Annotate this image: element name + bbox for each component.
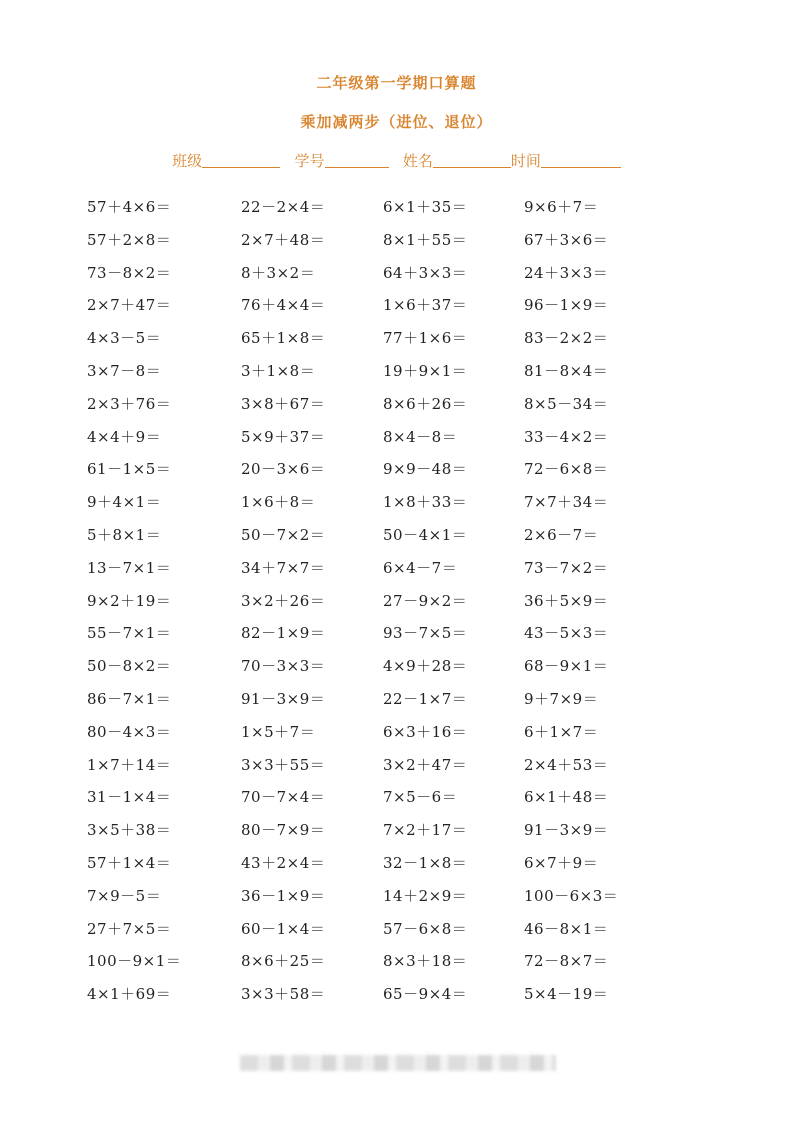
- problem-item: 3×5＋38＝: [87, 821, 172, 840]
- page-title: 二年级第一学期口算题: [316, 74, 477, 92]
- problem-item: 1×8＋33＝: [383, 493, 468, 512]
- problem-item: 8＋3×2＝: [241, 263, 316, 282]
- problem-item: 6×1＋48＝: [524, 788, 609, 807]
- name-blank[interactable]: [433, 153, 511, 168]
- problem-item: 57－6×8＝: [383, 919, 468, 938]
- problem-item: 80－7×9＝: [241, 821, 326, 840]
- problem-item: 72－6×8＝: [524, 460, 609, 479]
- problem-item: 33－4×2＝: [524, 427, 609, 446]
- problem-item: 4×4＋9＝: [87, 427, 162, 446]
- problem-item: 24＋3×3＝: [524, 263, 609, 282]
- name-label: 姓名: [402, 152, 433, 170]
- problem-item: 3×3＋55＝: [241, 755, 326, 774]
- problem-item: 27＋7×5＝: [87, 919, 172, 938]
- problem-item: 91－3×9＝: [524, 821, 609, 840]
- problem-item: 2×4＋53＝: [524, 755, 609, 774]
- problem-item: 43＋2×4＝: [241, 853, 326, 872]
- problem-item: 6×7＋9＝: [524, 853, 599, 872]
- problem-item: 57＋1×4＝: [87, 853, 172, 872]
- problem-item: 31－1×4＝: [87, 788, 172, 807]
- problem-item: 9×6＋7＝: [524, 198, 599, 216]
- problem-item: 7×9－5＝: [87, 886, 162, 905]
- problem-item: 4×1＋69＝: [87, 985, 172, 1004]
- problem-item: 1×7＋14＝: [87, 755, 172, 774]
- problem-item: 55－7×1＝: [87, 624, 172, 643]
- problem-item: 64＋3×3＝: [383, 263, 468, 282]
- problem-item: 4×9＋28＝: [383, 657, 468, 676]
- student-number-label: 学号: [294, 152, 325, 170]
- problem-item: 70－7×4＝: [241, 788, 326, 807]
- problem-item: 22－1×7＝: [383, 689, 468, 708]
- problem-item: 61－1×5＝: [87, 460, 172, 479]
- problem-item: 1×6＋37＝: [383, 296, 468, 315]
- problem-item: 9×2＋19＝: [87, 591, 172, 610]
- problem-item: 82－1×9＝: [241, 624, 326, 643]
- problem-item: 34＋7×7＝: [241, 558, 326, 577]
- problem-item: 3×3＋58＝: [241, 985, 326, 1004]
- problem-item: 3×8＋67＝: [241, 394, 326, 413]
- problem-item: 9×9－48＝: [383, 460, 468, 479]
- problem-item: 77＋1×6＝: [383, 329, 468, 348]
- problem-item: 6×3＋16＝: [383, 722, 468, 741]
- problem-item: 7×7＋34＝: [524, 493, 609, 512]
- problem-item: 6×4－7＝: [383, 558, 458, 577]
- problem-item: 6＋1×7＝: [524, 722, 599, 741]
- problem-item: 8×6＋26＝: [383, 394, 468, 413]
- problem-item: 9＋4×1＝: [87, 493, 162, 512]
- problem-grid: [87, 196, 654, 1016]
- problem-item: 65－9×4＝: [383, 985, 468, 1004]
- problem-item: 67＋3×6＝: [524, 230, 609, 249]
- problem-item: 8×3＋18＝: [383, 952, 468, 971]
- problem-item: 8×6＋25＝: [241, 952, 326, 971]
- blurred-footer: [240, 1055, 556, 1071]
- problem-item: 68－9×1＝: [524, 657, 609, 676]
- problem-item: 13－7×1＝: [87, 558, 172, 577]
- problem-item: 43－5×3＝: [524, 624, 609, 643]
- problem-item: 5×4－19＝: [524, 985, 609, 1004]
- problem-item: 7×2＋17＝: [383, 821, 468, 840]
- problem-item: 60－1×4＝: [241, 919, 326, 938]
- problem-item: 3×7－8＝: [87, 361, 162, 380]
- problem-item: 3＋1×8＝: [241, 361, 316, 380]
- problem-item: 96－1×9＝: [524, 296, 609, 315]
- problem-item: 50－7×2＝: [241, 525, 326, 544]
- problem-item: 3×2＋47＝: [383, 755, 468, 774]
- problem-item: 20－3×6＝: [241, 460, 326, 479]
- problem-item: 27－9×2＝: [383, 591, 468, 610]
- problem-item: 14＋2×9＝: [383, 886, 468, 905]
- problem-item: 1×5＋7＝: [241, 722, 316, 741]
- problem-item: 46－8×1＝: [524, 919, 609, 938]
- problem-item: 70－3×3＝: [241, 657, 326, 676]
- page-subtitle: 乘加减两步（进位、退位）: [300, 113, 493, 131]
- problem-item: 3×2＋26＝: [241, 591, 326, 610]
- problem-item: 83－2×2＝: [524, 329, 609, 348]
- problem-item: 2×7＋47＝: [87, 296, 172, 315]
- problem-item: 80－4×3＝: [87, 722, 172, 741]
- problem-item: 81－8×4＝: [524, 361, 609, 380]
- problem-item: 57＋4×6＝: [87, 198, 172, 216]
- problem-item: 8×4－8＝: [383, 427, 458, 446]
- problem-item: 8×5－34＝: [524, 394, 609, 413]
- problem-item: 22－2×4＝: [241, 198, 326, 216]
- problem-item: 2×6－7＝: [524, 525, 599, 544]
- student-info-line: [0, 150, 793, 171]
- problem-item: 50－4×1＝: [383, 525, 468, 544]
- class-blank[interactable]: [202, 153, 280, 168]
- problem-item: 76＋4×4＝: [241, 296, 326, 315]
- time-blank[interactable]: [541, 153, 621, 168]
- problem-item: 73－7×2＝: [524, 558, 609, 577]
- problem-item: 8×1＋55＝: [383, 230, 468, 249]
- problem-item: 2×3＋76＝: [87, 394, 172, 413]
- problem-item: 86－7×1＝: [87, 689, 172, 708]
- problem-item: 72－8×7＝: [524, 952, 609, 971]
- problem-item: 65＋1×8＝: [241, 329, 326, 348]
- student-number-blank[interactable]: [325, 153, 389, 168]
- problem-item: 5×9＋37＝: [241, 427, 326, 446]
- problem-item: 50－8×2＝: [87, 657, 172, 676]
- problem-item: 32－1×8＝: [383, 853, 468, 872]
- problem-item: 91－3×9＝: [241, 689, 326, 708]
- problem-item: 100－6×3＝: [524, 886, 619, 905]
- problem-item: 36－1×9＝: [241, 886, 326, 905]
- problem-item: 4×3－5＝: [87, 329, 162, 348]
- problem-item: 9＋7×9＝: [524, 689, 599, 708]
- problem-item: 93－7×5＝: [383, 624, 468, 643]
- problem-item: 5＋8×1＝: [87, 525, 162, 544]
- class-label: 班级: [172, 152, 203, 170]
- problem-item: 2×7＋48＝: [241, 230, 326, 249]
- problem-item: 73－8×2＝: [87, 263, 172, 282]
- problem-item: 6×1＋35＝: [383, 198, 468, 216]
- problem-item: 7×5－6＝: [383, 788, 458, 807]
- time-label: 时间: [510, 152, 541, 170]
- problem-item: 100－9×1＝: [87, 952, 182, 971]
- problem-item: 1×6＋8＝: [241, 493, 316, 512]
- problem-item: 36＋5×9＝: [524, 591, 609, 610]
- problem-item: 19＋9×1＝: [383, 361, 468, 380]
- problem-item: 57＋2×8＝: [87, 230, 172, 249]
